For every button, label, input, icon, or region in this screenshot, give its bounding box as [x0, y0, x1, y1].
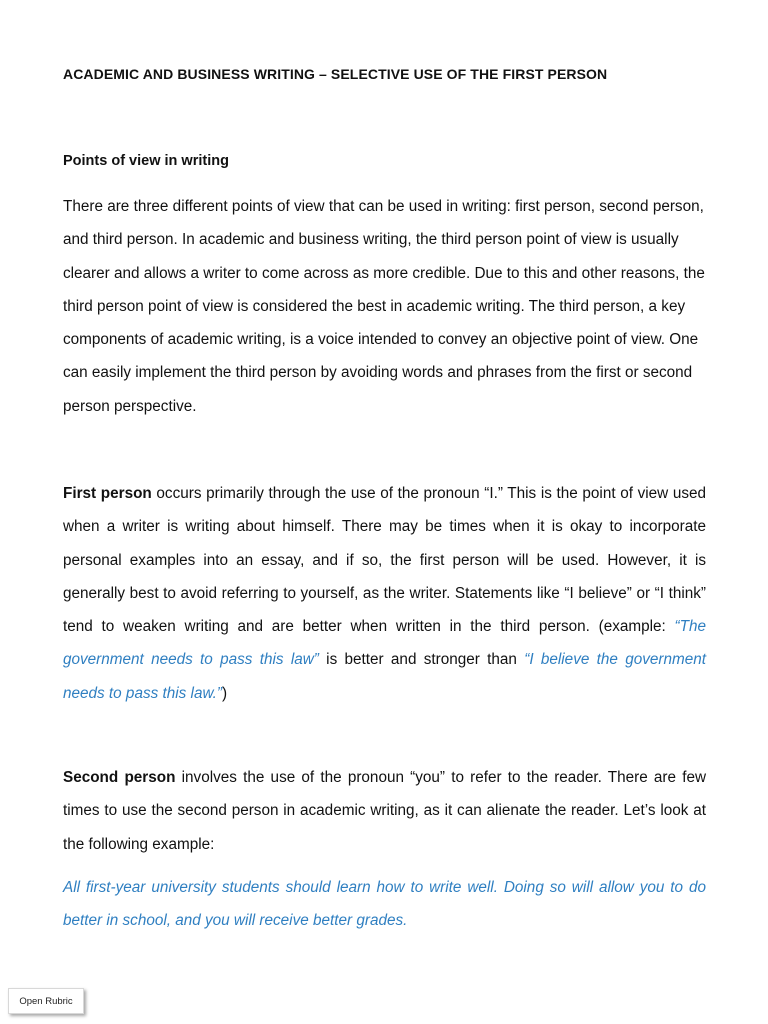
second-person-term: Second person	[63, 769, 176, 786]
first-person-example-weak: “I believe the government needs to pass this law.”	[63, 651, 706, 702]
first-person-body: occurs primarily through the use of the pronoun “I.” This is the point of view used when a writer is writing about himself. There may be times when it is okay to incorporate personal examples into an essay, and if so, the first person will be used. However, it is generally best to avoid referring to yourself, as the writer. Statements like “I believe” or “I think” tend to weaken writing and are better when written in the third person. (example:	[63, 485, 706, 636]
document-title: ACADEMIC AND BUSINESS WRITING – SELECTIVE USE OF THE FIRST PERSON	[63, 66, 608, 82]
section-heading: Points of view in writing	[63, 153, 229, 169]
open-rubric-button[interactable]: Open Rubric	[8, 988, 84, 1014]
first-person-term: First person	[63, 485, 152, 502]
first-person-example-good: “The government needs to pass this law”	[63, 618, 706, 669]
first-person-between: is better and stronger than	[318, 651, 525, 669]
first-person-paragraph	[63, 477, 706, 710]
intro-paragraph: There are three different points of view that can be used in writing: first person, second person, and third person. In academic and business writing, the third person point of view is usually clearer and allows a writer to come across as more credible. Due to this and other reasons, the third person point of view is considered the best in academic writing. The third person, a key components of academic writing, is a voice intended to convey an objective point of view. One can easily implement the third person by avoiding words and phrases from the first or second person perspective.	[63, 198, 705, 415]
second-person-example: All first-year university students should learn how to write well. Doing so will allow you to do better in school, and you will receive better grades.	[63, 879, 706, 930]
second-person-body: involves the use of the pronoun “you” to refer to the reader. There are few times to use the second person in academic writing, as it can alienate the reader. Let’s look at the following example:	[63, 769, 707, 853]
first-person-closing: )	[222, 684, 228, 702]
second-person-paragraph	[63, 761, 706, 861]
